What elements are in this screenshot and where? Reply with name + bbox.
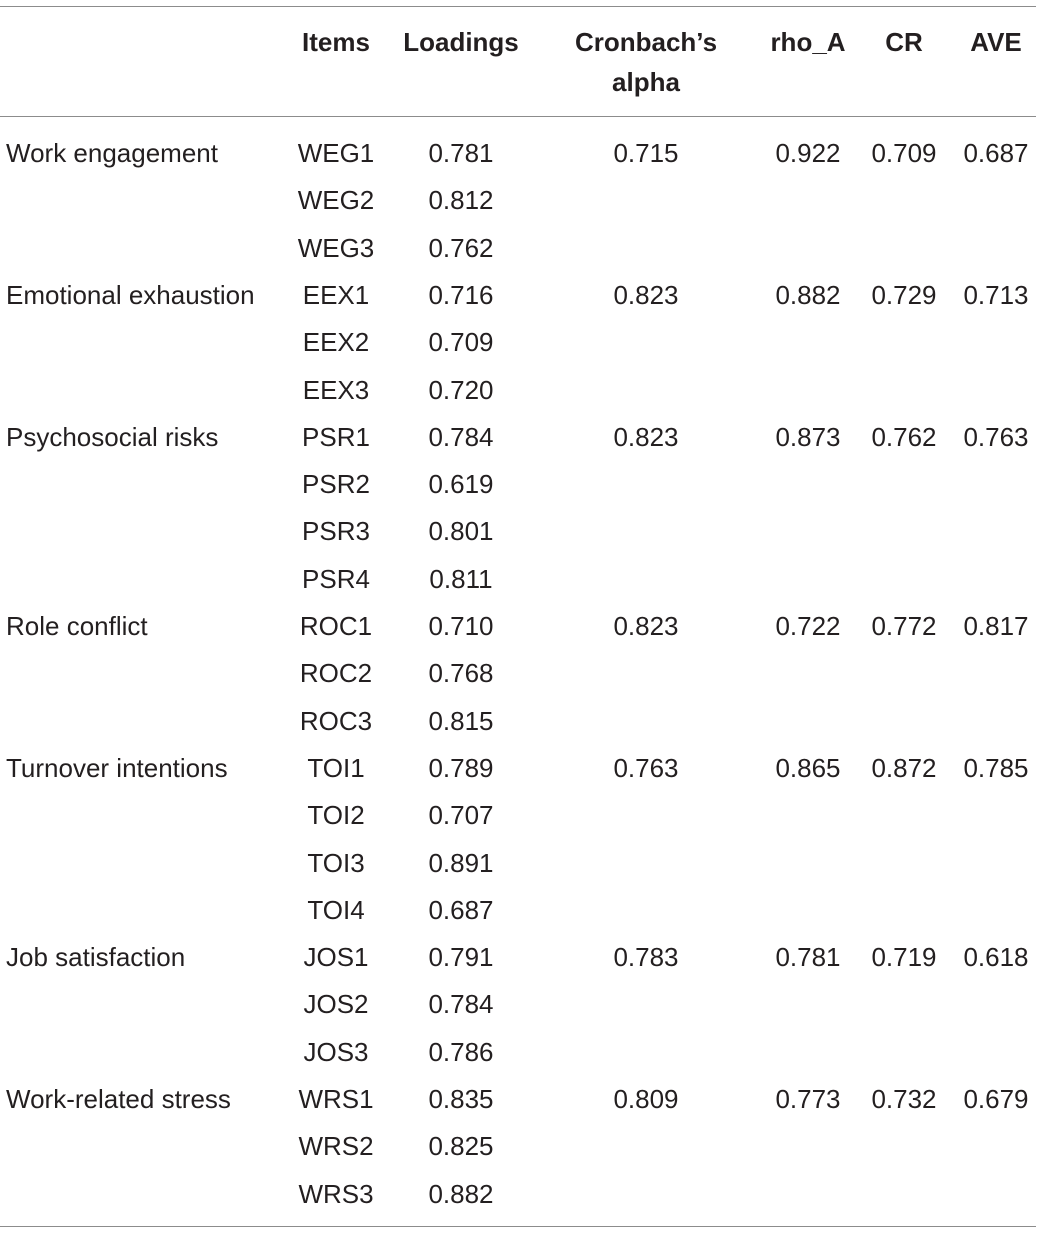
cell-loading: 0.891: [428, 847, 494, 878]
cell-cr: 0.772: [871, 611, 937, 641]
cell-loading: 0.784: [428, 421, 494, 452]
cell-cr: 0.729: [871, 279, 937, 310]
cell-item: WRS2: [298, 1131, 374, 1162]
cell-alpha: 0.823: [613, 611, 679, 641]
cell-loading: 0.768: [428, 658, 494, 689]
cell-item: PSR3: [302, 516, 370, 547]
header-alpha-line1: Cronbach’s: [574, 27, 718, 57]
cell-alpha: 0.763: [613, 752, 679, 783]
cell-item: ROC2: [299, 658, 373, 689]
cell-loading: 0.791: [428, 942, 494, 973]
cell-loading: 0.835: [428, 1084, 494, 1114]
header-loadings: Loadings: [403, 27, 519, 57]
cell-ave: 0.763: [963, 421, 1029, 452]
cell-item: TOI2: [307, 800, 365, 831]
cell-loading: 0.882: [428, 1178, 494, 1209]
cell-rho-a: 0.722: [775, 611, 841, 641]
cell-cr: 0.762: [871, 421, 937, 452]
cell-loading: 0.710: [428, 611, 494, 641]
header-items: Items: [302, 27, 370, 57]
cell-item: WEG2: [297, 185, 375, 216]
cell-construct: Emotional exhaustion: [6, 279, 255, 310]
cell-loading: 0.815: [428, 705, 494, 736]
cell-ave: 0.618: [963, 942, 1029, 973]
cell-construct: Psychosocial risks: [6, 421, 219, 452]
cell-ave: 0.679: [963, 1084, 1029, 1114]
cell-loading: 0.812: [428, 185, 494, 216]
cell-item: PSR4: [302, 563, 370, 594]
cell-item: JOS1: [303, 942, 369, 973]
cell-item: WEG1: [297, 138, 375, 168]
cell-alpha: 0.715: [613, 138, 679, 168]
header-ave: AVE: [970, 27, 1022, 57]
cell-loading: 0.687: [428, 894, 494, 925]
cell-cr: 0.732: [871, 1084, 937, 1114]
cell-loading: 0.811: [429, 563, 493, 594]
table-header-rule: [0, 116, 1036, 117]
cell-alpha: 0.783: [613, 942, 679, 973]
cell-item: EEX1: [302, 279, 370, 310]
cell-item: WRS3: [298, 1178, 374, 1209]
cell-loading: 0.619: [428, 469, 494, 500]
cell-loading: 0.786: [428, 1036, 494, 1067]
cell-cr: 0.709: [871, 138, 937, 168]
cell-loading: 0.781: [428, 138, 494, 168]
cell-item: ROC3: [299, 705, 373, 736]
cell-alpha: 0.809: [613, 1084, 679, 1114]
table-bottom-rule: [0, 1226, 1036, 1227]
cell-rho-a: 0.781: [775, 942, 841, 973]
cell-rho-a: 0.922: [775, 138, 841, 168]
cell-item: EEX3: [302, 374, 370, 405]
cell-cr: 0.719: [871, 942, 937, 973]
cell-loading: 0.707: [428, 800, 494, 831]
cell-loading: 0.784: [428, 989, 494, 1020]
cell-ave: 0.785: [963, 752, 1029, 783]
cell-rho-a: 0.882: [775, 279, 841, 310]
header-cr: CR: [885, 27, 923, 57]
cell-cr: 0.872: [871, 752, 937, 783]
cell-construct: Work engagement: [6, 138, 218, 168]
cell-item: WEG3: [297, 232, 375, 263]
header-alpha-line2: alpha: [612, 67, 680, 97]
cell-loading: 0.720: [428, 374, 494, 405]
cell-ave: 0.687: [963, 138, 1029, 168]
cell-rho-a: 0.773: [775, 1084, 841, 1114]
cell-ave: 0.817: [963, 611, 1029, 641]
cell-item: EEX2: [302, 327, 370, 358]
cell-item: TOI4: [307, 894, 365, 925]
cell-construct: Job satisfaction: [6, 942, 186, 973]
cell-item: PSR1: [302, 421, 370, 452]
cell-loading: 0.709: [428, 327, 494, 358]
cell-item: PSR2: [302, 469, 370, 500]
cell-loading: 0.716: [428, 279, 494, 310]
cell-item: TOI1: [307, 752, 365, 783]
cell-item: JOS3: [303, 1036, 369, 1067]
cell-item: JOS2: [303, 989, 369, 1020]
header-rho-a: rho_A: [770, 27, 846, 57]
table-top-rule: [0, 6, 1036, 7]
cell-loading: 0.801: [428, 516, 494, 547]
cell-construct: Turnover intentions: [6, 752, 228, 783]
cell-loading: 0.789: [428, 752, 494, 783]
cell-construct: Work-related stress: [6, 1084, 231, 1114]
cell-construct: Role conflict: [6, 611, 148, 641]
cell-rho-a: 0.865: [775, 752, 841, 783]
cell-alpha: 0.823: [613, 279, 679, 310]
cell-loading: 0.762: [428, 232, 494, 263]
cell-loading: 0.825: [428, 1131, 494, 1162]
cell-alpha: 0.823: [613, 421, 679, 452]
cell-item: WRS1: [298, 1084, 374, 1114]
cell-item: ROC1: [299, 611, 373, 641]
cell-ave: 0.713: [963, 279, 1029, 310]
cell-item: TOI3: [307, 847, 365, 878]
cell-rho-a: 0.873: [775, 421, 841, 452]
